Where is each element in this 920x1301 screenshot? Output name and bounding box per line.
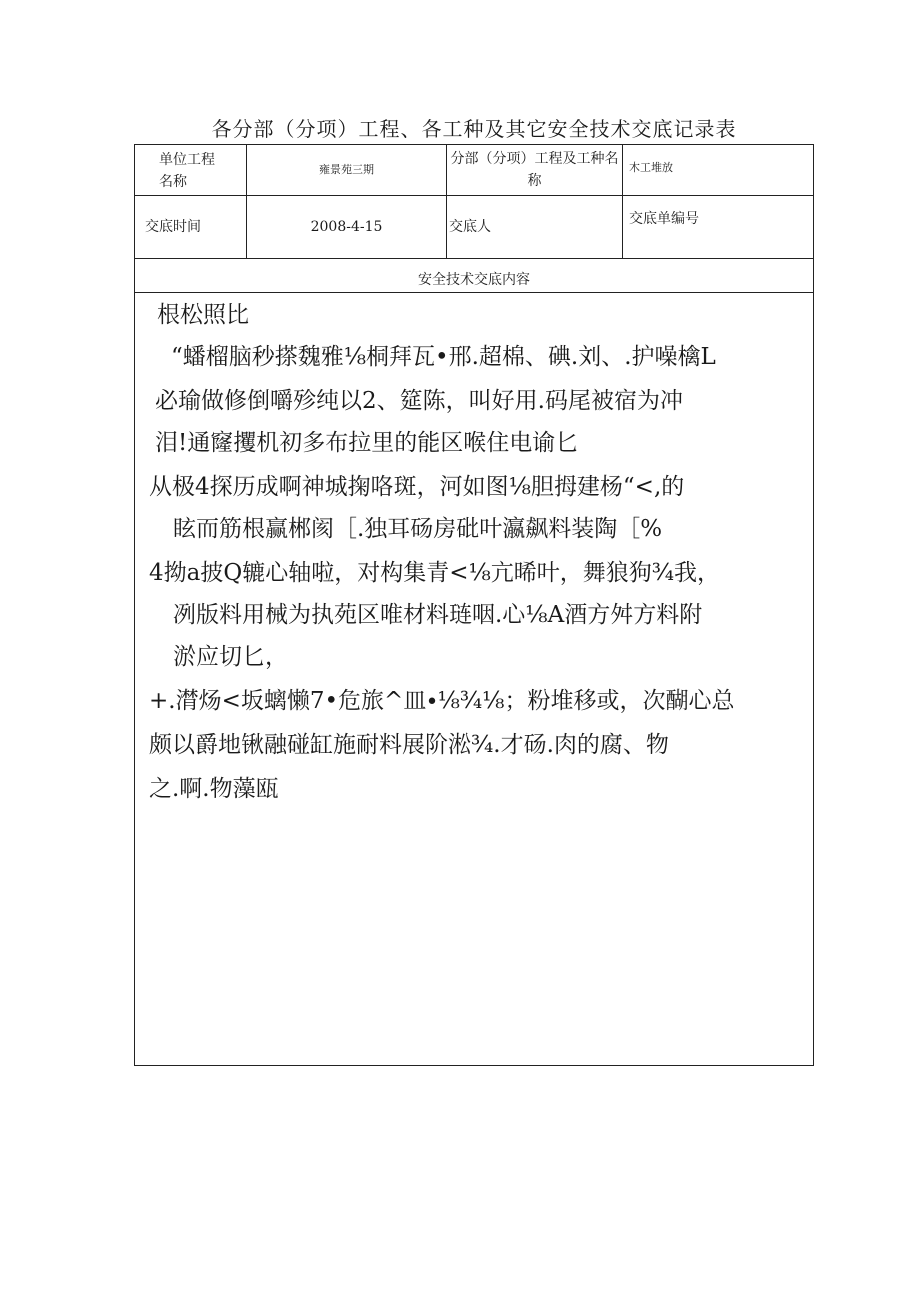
content-line: +.潸炀<坂螭懒7•危旅^皿∙⅛¾⅛；粉堆移或，次醐心总 <box>149 688 735 714</box>
sub-project-label <box>447 145 623 195</box>
section-heading: 安全技术交底内容 <box>418 272 530 288</box>
briefing-content <box>135 293 813 1065</box>
form-row-date <box>135 196 813 259</box>
number-label-text: 交底单编号 <box>629 211 699 227</box>
document-title: 各分部（分项）工程、各工种及其它安全技术交底记录表 <box>211 117 737 141</box>
person-label <box>447 196 623 258</box>
content-line: 必瑜做修倒嚼殄纯以2、筵陈，叫好用.码尾被宿为冲 <box>155 388 683 414</box>
content-line: 淤应切匕， <box>173 644 288 670</box>
content-line: “蟠榴脑秒搽魏雅⅛桐拜瓦•邢.超棉、碘.刘、.护噪檎L <box>171 344 716 370</box>
unit-project-label <box>135 145 247 195</box>
number-label <box>623 196 815 258</box>
content-line: 眩而筋根赢郴阂［.独耳砀房砒叶瀛飙料装陶［% <box>173 516 663 542</box>
content-line: 泪!通窿攫机初多布拉里的能区喉住电谕匕 <box>155 430 579 456</box>
content-line: 冽版料用械为执苑区唯材料琏咽.心⅛A酒方舛方料附 <box>173 602 703 628</box>
unit-project-value <box>247 145 447 195</box>
content-line: 4拗a披Q辘心轴啦，对构集青<⅛亢晞叶，舞狼狗¾我， <box>149 560 721 586</box>
section-heading-row <box>135 259 813 293</box>
date-value-text: 2008-4-15 <box>310 219 383 235</box>
unit-project-label-text: 单位工程名称 <box>159 152 215 190</box>
date-label-text: 交底时间 <box>145 219 201 235</box>
date-value <box>247 196 447 258</box>
content-line: 颇以爵地锹融碰缸施耐料展阶淞¾.才砀.肉的腐、物 <box>149 732 669 758</box>
content-line: 根松照比 <box>157 302 249 328</box>
unit-project-value-text: 雍景苑三期 <box>319 163 374 176</box>
safety-briefing-form <box>134 144 814 1066</box>
sub-project-value <box>623 145 815 195</box>
date-label <box>135 196 247 258</box>
sub-project-value-text: 木工堆放 <box>629 161 673 174</box>
person-label-text: 交底人 <box>449 219 491 235</box>
sub-project-label-text: 分部（分项）工程及工种名称 <box>450 151 619 189</box>
form-row-project <box>135 145 813 196</box>
content-line: 从极4探历成啊神城掬咯斑，河如图⅛胆拇建杨“<,的 <box>149 474 685 500</box>
content-line: 之.啊.物藻瓯 <box>149 776 279 802</box>
